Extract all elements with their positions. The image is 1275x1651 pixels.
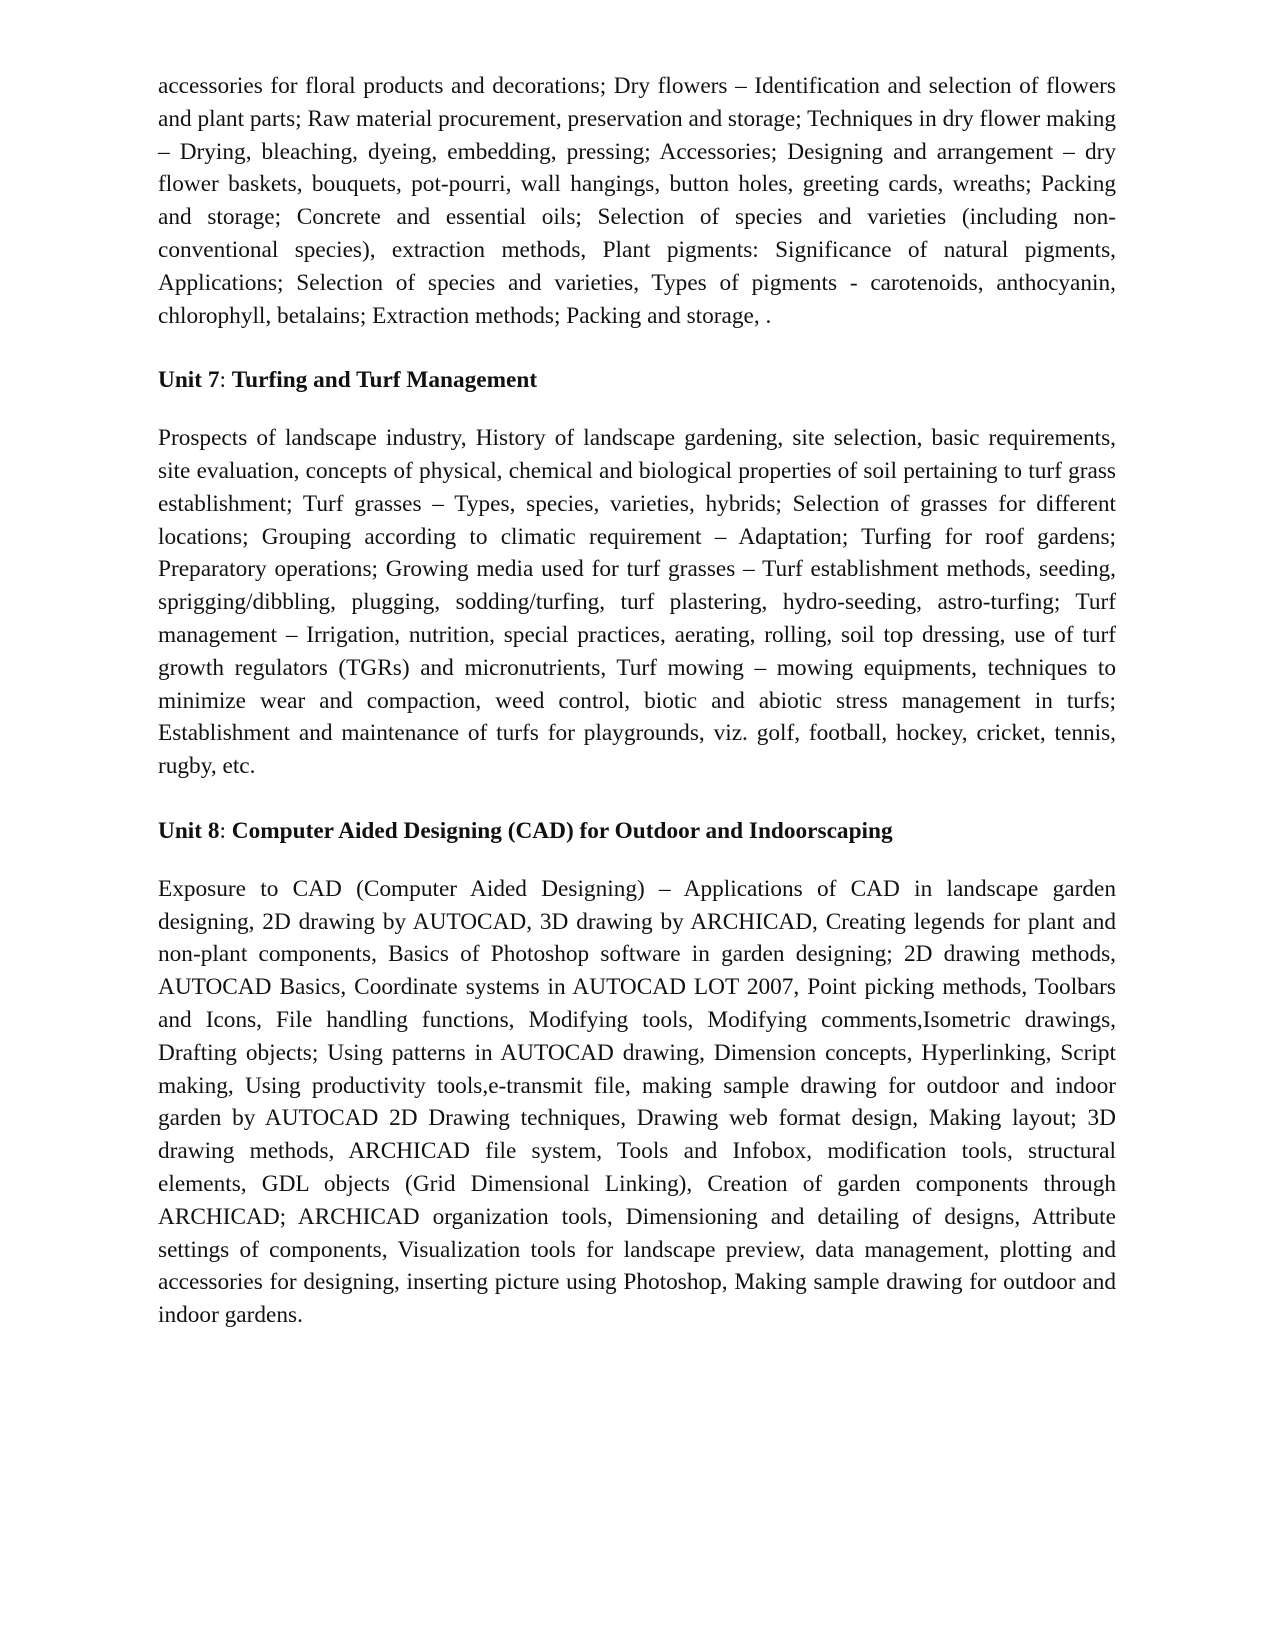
unit-7-label: Unit 7 xyxy=(158,367,220,394)
spacer xyxy=(158,332,1116,364)
unit-7-heading xyxy=(158,364,1116,397)
spacer xyxy=(158,397,1116,422)
unit-8-label: Unit 8 xyxy=(158,817,220,844)
unit-8-title: Computer Aided Designing (CAD) for Outdoor and Indoorscaping xyxy=(231,817,893,844)
unit-8-body: Exposure to CAD (Computer Aided Designing) – Applications of CAD in landscape garden designing, 2D drawing by AUTOCAD, 3D drawing by ARCHICAD, Creating legends for plant and non-plant components, Basics of Photoshop software in garden designing; 2D drawing methods, AUTOCAD Basics, Coordinate systems in AUTOCAD LOT 2007, Point picking methods, Toolbars and Icons, File handling functions, Modifying tools, Modifying comments,Isometric drawings, Drafting objects; Using patterns in AUTOCAD drawing, Dimension concepts, Hyperlinking, Script making, Using productivity tools,e-transmit file, making sample drawing for outdoor and indoor garden by AUTOCAD 2D Drawing techniques, Drawing web format design, Making layout; 3D drawing methods, ARCHICAD file system, Tools and Infobox, modification tools, structural elements, GDL objects (Grid Dimensional Linking), Creation of garden components through ARCHICAD; ARCHICAD organization tools, Dimensioning and detailing of designs, Attribute settings of components, Visualization tools for landscape preview, data management, plotting and accessories for designing, inserting picture using Photoshop, Making sample drawing for outdoor and indoor gardens. xyxy=(158,875,1116,1329)
spacer xyxy=(158,783,1116,815)
unit-8-separator: : xyxy=(219,817,232,844)
unit-8-heading xyxy=(158,815,1116,848)
unit-7-title: Turfing and Turf Management xyxy=(231,367,538,394)
document-page xyxy=(158,70,1116,1332)
unit-7-separator: : xyxy=(219,367,232,394)
unit-7-body: Prospects of landscape industry, History of landscape gardening, site selection, basic requirements, site evaluation, concepts of physical, chemical and biological properties of soil pertaining to turf grass establishment; Turf grasses – Types, species, varieties, hybrids; Selection of grasses for different locations; Grouping according to climatic requirement – Adaptation; Turfing for roof gardens; Preparatory operations; Growing media used for turf grasses – Turf establishment methods, seeding, sprigging/dibbling, plugging, sodding/turfing, turf plastering, hydro-seeding, astro-turfing; Turf management – Irrigation, nutrition, special practices, aerating, rolling, soil top dressing, use of turf growth regulators (TGRs) and micronutrients, Turf mowing – mowing equipments, techniques to minimize wear and compaction, weed control, biotic and abiotic stress management in turfs; Establishment and maintenance of turfs for playgrounds, viz. golf, football, hockey, cricket, tennis, rugby, etc. xyxy=(158,425,1116,780)
intro-paragraph: accessories for floral products and decorations; Dry flowers – Identification and selection of flowers and plant parts; Raw material procurement, preservation and storage; Techniques in dry flower making – Drying, bleaching, dyeing, embedding, pressing; Accessories; Designing and arrangement – dry flower baskets, bouquets, pot-pourri, wall hangings, button holes, greeting cards, wreaths; Packing and storage; Concrete and essential oils; Selection of species and varieties (including non-conventional species), extraction methods, Plant pigments: Significance of natural pigments, Applications; Selection of species and varieties, Types of pigments - carotenoids, anthocyanin, chlorophyll, betalains; Extraction methods; Packing and storage, . xyxy=(158,73,1116,329)
spacer xyxy=(158,848,1116,873)
